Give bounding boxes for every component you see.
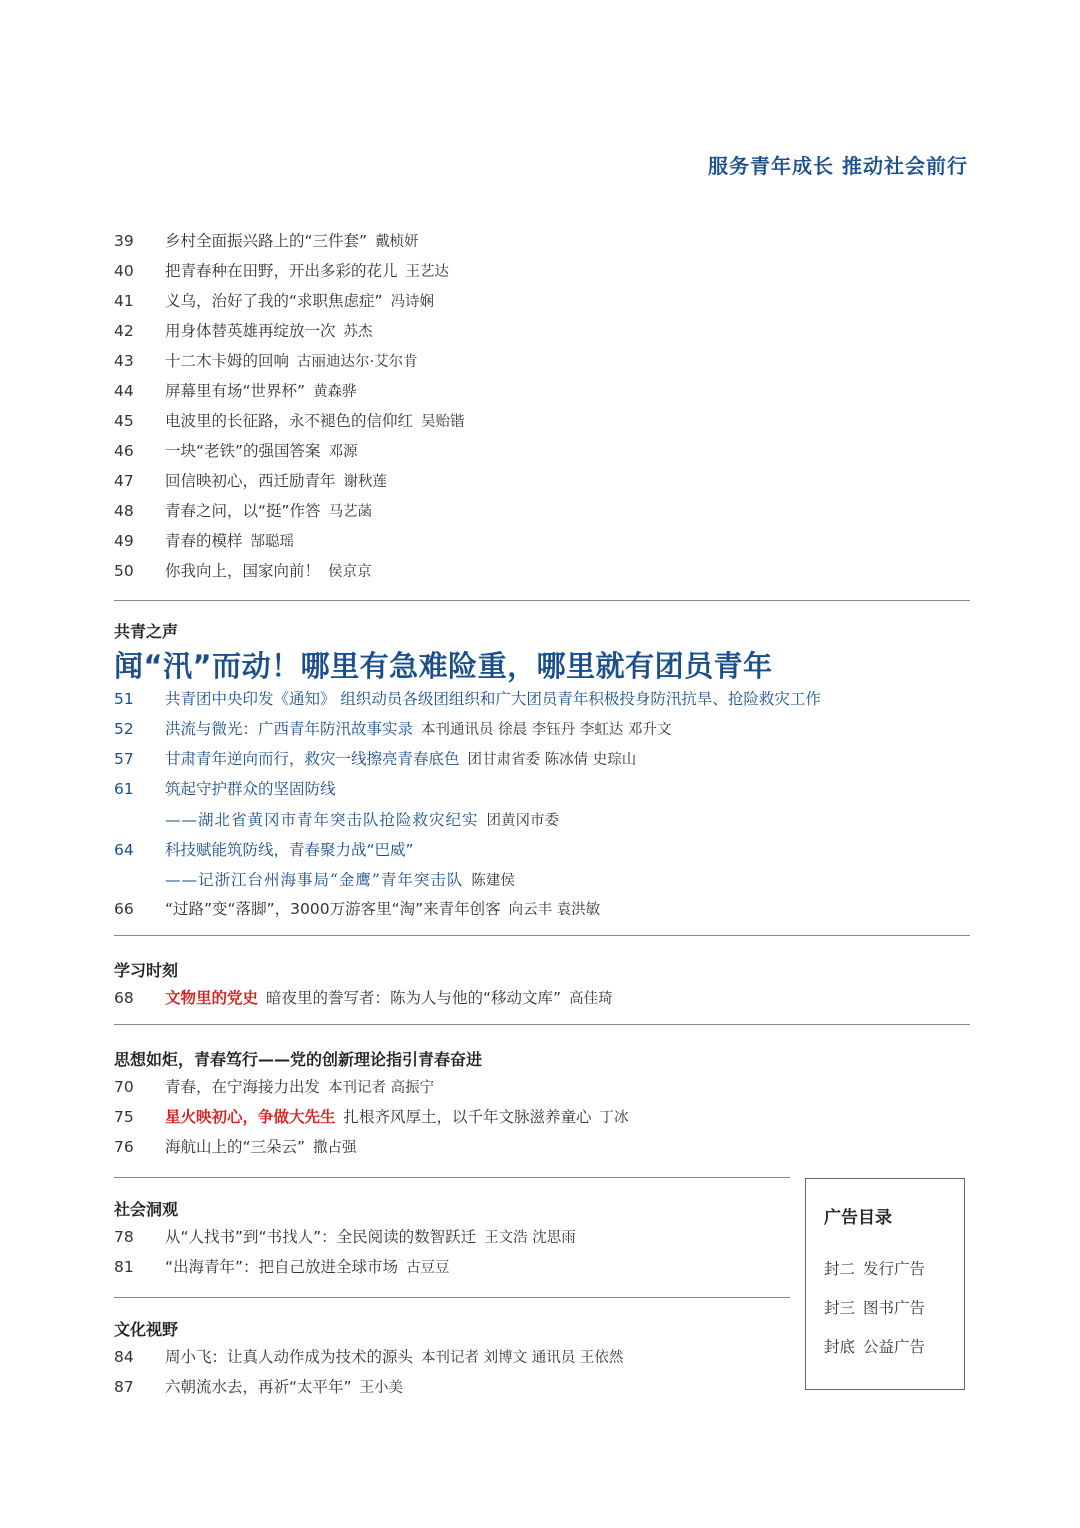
section-title: 思想如炬，青春笃行——党的创新理论指引青春奋进 — [114, 1050, 483, 1069]
article-title: 屏幕里有场“世界杯” — [165, 382, 306, 400]
toc-row[interactable] — [114, 894, 600, 924]
page-number: 64 — [114, 841, 134, 859]
page-number: 43 — [114, 352, 134, 370]
toc-row[interactable] — [114, 436, 358, 466]
divider — [114, 1297, 790, 1298]
article-title: 电波里的长征路，永不褪色的信仰红 — [165, 412, 414, 430]
toc-row[interactable] — [114, 466, 387, 496]
ad-index-box — [805, 1178, 965, 1390]
toc-row[interactable] — [114, 1102, 629, 1132]
toc-row[interactable] — [114, 1072, 434, 1102]
toc-row[interactable] — [114, 1222, 576, 1252]
article-title: 海航山上的“三朵云” — [165, 1138, 306, 1156]
toc-row[interactable] — [114, 774, 336, 804]
toc-row[interactable] — [114, 1342, 623, 1372]
toc-row[interactable] — [114, 556, 372, 586]
page-number: 47 — [114, 472, 134, 490]
page-number: 41 — [114, 292, 134, 310]
author: 王艺达 — [405, 264, 450, 280]
article-title: 周小飞：让真人动作成为技术的源头 — [165, 1348, 414, 1366]
article-title: 青春之问，以“挺”作答 — [165, 502, 321, 520]
author: 郜聪瑶 — [250, 534, 295, 550]
toc-row[interactable] — [114, 983, 613, 1013]
ad-type: 发行广告 — [863, 1260, 926, 1278]
section-title: 社会洞观 — [114, 1200, 179, 1219]
page-number: 51 — [114, 690, 134, 708]
article-title: “过路”变“落脚”，3000万游客里“淘”来青年创客 — [165, 900, 501, 918]
toc-row[interactable] — [114, 1372, 403, 1402]
toc-row[interactable] — [114, 684, 821, 714]
author: 王小美 — [359, 1380, 404, 1396]
page-number: 50 — [114, 562, 134, 580]
ad-item[interactable] — [824, 1257, 925, 1279]
author: 黄森骅 — [313, 384, 357, 400]
page-number: 70 — [114, 1078, 134, 1096]
toc-row[interactable] — [114, 714, 671, 744]
author: 高佳琦 — [569, 991, 613, 1007]
page-number: 39 — [114, 232, 134, 250]
toc-row[interactable] — [114, 496, 372, 526]
page-number: 84 — [114, 1348, 134, 1366]
author: 丁冰 — [599, 1110, 629, 1126]
author: 王文浩 沈思雨 — [484, 1230, 576, 1246]
toc-row[interactable] — [114, 1132, 357, 1162]
author: 向云丰 袁洪敏 — [508, 902, 601, 918]
page-number: 44 — [114, 382, 134, 400]
author: 古豆豆 — [406, 1260, 450, 1276]
divider — [114, 935, 970, 936]
feature-headline[interactable]: 闻“汛”而动！哪里有急难险重，哪里就有团员青年 — [114, 649, 773, 683]
article-title: 青春的模样 — [165, 532, 243, 550]
ad-item[interactable] — [824, 1335, 925, 1357]
page-number: 61 — [114, 780, 134, 798]
article-title: 从“人找书”到“书找人”：全民阅读的数智跃迁 — [165, 1228, 477, 1246]
article-title: 义乌，治好了我的“求职焦虑症” — [165, 292, 383, 310]
page-number: 87 — [114, 1378, 134, 1396]
toc-subtitle-row[interactable] — [165, 805, 559, 835]
author: 本刊记者 高振宁 — [328, 1080, 435, 1096]
author: 侯京京 — [328, 564, 372, 580]
page-number: 40 — [114, 262, 134, 280]
ad-type: 图书广告 — [863, 1299, 926, 1317]
ad-type: 公益广告 — [863, 1338, 926, 1356]
author: 马艺菡 — [328, 504, 373, 520]
article-title: 共青团中央印发《通知》 组织动员各级团组织和广大团员青年积极投身防汛抗旱、抢险救灾工作 — [165, 690, 821, 708]
section-title: 文化视野 — [114, 1320, 179, 1339]
author: 谢秋莲 — [343, 474, 388, 490]
author: 吴贻锴 — [421, 414, 465, 430]
divider — [114, 600, 970, 601]
article-title: 暗夜里的誊写者：陈为人与他的“移动文库” — [266, 989, 562, 1007]
toc-subtitle-row[interactable] — [165, 865, 515, 895]
article-title: 筑起守护群众的坚固防线 — [165, 780, 336, 798]
page-number: 46 — [114, 442, 134, 460]
page-number: 81 — [114, 1258, 134, 1276]
author: 苏杰 — [343, 324, 373, 340]
page-number: 48 — [114, 502, 134, 520]
ad-item[interactable] — [824, 1296, 925, 1318]
section-title: 共青之声 — [114, 622, 179, 641]
article-subtitle: ——湖北省黄冈市青年突击队抢险救灾纪实 — [165, 811, 479, 829]
article-title: 乡村全面振兴路上的“三件套” — [165, 232, 368, 250]
author: 团甘肃省委 陈冰倩 史琮山 — [467, 752, 637, 768]
page-number: 76 — [114, 1138, 134, 1156]
toc-row[interactable] — [114, 1252, 450, 1282]
toc-row[interactable] — [114, 376, 357, 406]
author: 戴桢妍 — [375, 234, 419, 250]
page-number: 68 — [114, 989, 134, 1007]
toc-row[interactable] — [114, 316, 373, 346]
toc-row[interactable] — [114, 744, 636, 774]
author: 邓源 — [328, 444, 358, 460]
page-number: 57 — [114, 750, 134, 768]
author: 古丽迪达尔·艾尔肯 — [297, 354, 418, 370]
article-title: 科技赋能筑防线，青春聚力战“巴威” — [165, 841, 414, 859]
divider — [114, 1177, 790, 1178]
page-number: 75 — [114, 1108, 134, 1126]
page-number: 45 — [114, 412, 134, 430]
article-title: 扎根齐风厚土，以千年文脉滋养童心 — [343, 1108, 592, 1126]
toc-row[interactable] — [114, 286, 434, 316]
toc-row[interactable] — [114, 346, 418, 376]
ad-position: 封底 — [824, 1338, 856, 1356]
article-title: “出海青年”：把自己放进全球市场 — [165, 1258, 399, 1276]
page-number: 52 — [114, 720, 134, 738]
ad-position: 封三 — [824, 1299, 856, 1317]
author: 本刊记者 刘博文 通讯员 王依然 — [421, 1350, 624, 1366]
toc-row[interactable] — [114, 835, 414, 865]
page-number: 49 — [114, 532, 134, 550]
article-title: 六朝流水去，再祈“太平年” — [165, 1378, 352, 1396]
article-title: 洪流与微光：广西青年防汛故事实录 — [165, 720, 414, 738]
article-title: 你我向上，国家向前！ — [165, 562, 321, 580]
article-subtitle: ——记浙江台州海事局“金鹰”青年突击队 — [165, 871, 464, 889]
divider — [114, 1024, 970, 1025]
article-title: 用身体替英雄再绽放一次 — [165, 322, 336, 340]
author: 冯诗娴 — [390, 294, 435, 310]
ad-index-title: 广告目录 — [824, 1208, 892, 1228]
section-title: 学习时刻 — [114, 961, 179, 980]
article-title: 把青春种在田野，开出多彩的花儿 — [165, 262, 398, 280]
author: 陈建侯 — [471, 873, 515, 889]
article-title: 青春，在宁海接力出发 — [165, 1078, 321, 1096]
page-number: 66 — [114, 900, 134, 918]
article-title: 十二木卡姆的回响 — [165, 352, 290, 370]
toc-row[interactable] — [114, 526, 294, 556]
author: 团黄冈市委 — [486, 813, 560, 829]
column-tag: 星火映初心，争做大先生 — [165, 1108, 336, 1126]
author: 本刊通讯员 徐晨 李钰丹 李虹达 邓升文 — [421, 722, 672, 738]
toc-row[interactable] — [114, 256, 449, 286]
article-title: 回信映初心，西迁励青年 — [165, 472, 336, 490]
page-number: 78 — [114, 1228, 134, 1246]
column-tag: 文物里的党史 — [165, 989, 259, 1007]
slogan: 服务青年成长 推动社会前行 — [708, 154, 968, 178]
article-title: 甘肃青年逆向而行，救灾一线擦亮青春底色 — [165, 750, 460, 768]
author: 撒占强 — [313, 1140, 357, 1156]
toc-row[interactable] — [114, 226, 419, 256]
page-number: 42 — [114, 322, 134, 340]
ad-position: 封二 — [824, 1260, 856, 1278]
article-title: 一块“老铁”的强国答案 — [165, 442, 321, 460]
toc-row[interactable] — [114, 406, 465, 436]
